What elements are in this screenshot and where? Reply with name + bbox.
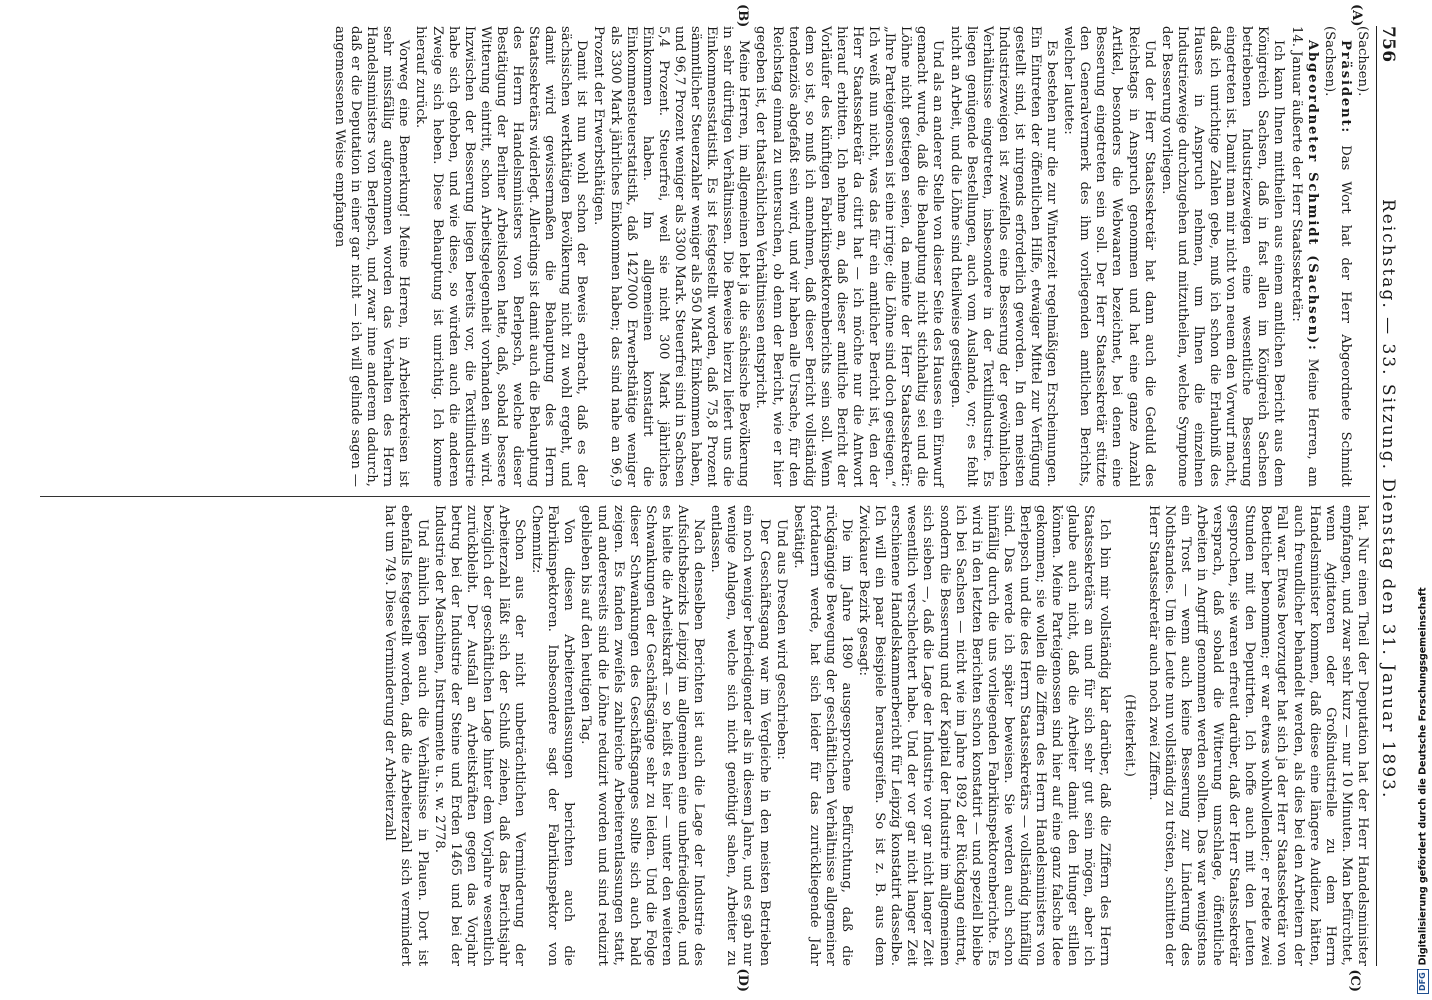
page-header [1376, 26, 1396, 966]
paragraph: Schon aus der nicht unbeträchtlichen Verminderung der Arbeiterzahl läßt sich der Schluß ziehen, daß das Berichtsjahr bezüglich der geschäftlichen Lage hinter dem Vorjahre wesentlich zurückbleibt. Der Ausfall an Arbeitskräften gegen das Vorjahr betrug bei der Industrie der Steine und Erden 1465 und bei der Industrie der Maschinen, Instrumente u. s. w. 2778. [431, 505, 528, 966]
paragraph: Nach denselben Berichten ist auch die Lage der Industrie des Aufsichtsbezirks Leipzig im allgemeinen eine unbefriedigende, und es hielte die Arbeitskraft — so heißt es hier — unter den weiteren Schwankungen der Geschäftsgänge sehr zu leiden. Und die Folge dieser Schwankungen des Geschäftsganges sollte sich auch bald zeigen. Es fanden zweifels zahlreiche Arbeiterentlassungen statt, und andererseits sind die Löhne reduzirt worden und sind reduzirt geblieben bis auf den heutigen Tag. [578, 505, 707, 966]
speaker-paragraph [1321, 26, 1353, 487]
footer-text-line [1417, 0, 1429, 1000]
margin-mark-b: (B) [734, 4, 750, 28]
paragraph: Und als an anderer Stelle von dieser Seite des Hauses ein Einwurf gemacht wurde, daß die Behauptung nicht stichhaltig sei und die Löhne nicht gestiegen seien, da meinte der Herr Staatssekretär: „Ihre Parteigenossen ist eine irrige; die Löhne sind doch gestiegen.“ Ich weiß nun nicht, was das für ein amtlicher Bericht ist, den der Herr Staatssekretär da citirt hat — ich möchte nur die Antwort hierauf erbitten. Ich nehme an, daß dieser amtliche Bericht der Vorläufer des künftigen Fabrikinspektorenberichts sein soll. Wenn dem so ist, so muß ich annehmen, daß dieser Bericht vollständig tendenziös abgefaßt sein wird, und wir haben alle Ursache, für den Reichstag einmal zu untersuchen, ob denn der Bericht, wie er hier gegeben ist, der thatsächlichen Verhältnissen entspricht. [753, 26, 946, 487]
paragraph: Ich kann Ihnen mittheilen aus einem amtlichen Bericht aus dem Königreich Sachsen, daß in fast allen im Königreich Sachsen betriebenen Industriezweigen eine wesentliche Besserung eingetreten ist. Damit man mir nicht von neuem den Vorwurf macht, daß ich unrichtige Zahlen gebe, muß ich schon die Erlaubniß des Hauses in Anspruch nehmen, um Ihnen die einzelnen Industriezweige durchzugehen und mitzutheilen, welche Symptome der Besserung vorliegen. [1158, 26, 1287, 487]
left-column [40, 4, 1370, 487]
paragraph: Meine Herren, im allgemeinen lebt ja die sächsische Bevölkerung in sehr dürftigen Verhältnissen. Die Beweise hierzu liefert uns die Einkommensstatistik. Es ist festgestellt worden, daß 75,8 Prozent sämmtlicher Steuerzahler weniger als 950 Mark Einkommen haben, und 96,7 Prozent weniger als 3300 Mark. Steuerfrei sind in Sachsen 5,4 Prozent. Steuerfrei, weil sie nicht 300 Mark jährliches Einkommen haben. Im allgemeinen konstatirt die Einkommensteuerstatistik, daß 1427000 Erwerbsthätige weniger als 3300 Mark jährliches Einkommen haben; das sind nahe an 96,9 Prozent der Erwerbsthätigen. [591, 26, 752, 487]
paragraph: Und ähnlich liegen auch die Verhältnisse in Plauen. Dort ist ebenfalls festgestellt worden, daß die Arbeiterzahl sich vermindert hat um 749. Diese Verminderung der Arbeiterzahl [382, 505, 430, 966]
stage-direction: (Heiterkeit.) [1121, 694, 1137, 777]
column-divider [40, 496, 1370, 497]
speaker-paragraph [1287, 26, 1319, 487]
paragraph: Die im Jahre 1890 ausgesprochene Befürchtung, daß die rückgängige Bewegung der geschäftlichen Verhältnisse allgemeiner fortdauern werde, hat sich leider für das zurückliegende Jahr bestätigt. [790, 505, 854, 966]
paragraph: Damit ist nun wohl schon der Beweis erbracht, daß es der sächsischen werkthätigen Bevölkerung nicht zu wohl ergeht, und damit wird gewissermaßen die Behauptung des Herrn Staatssekretärs widerlegt. Allerdings ist damit auch die Behauptung des Herrn Handelsministers von Berlepsch, welche dieser Bestätigung der Berliner Arbeitslosen hatte, daß, sobald bessere Witterung eintritt, schon Arbeitsgelegenheit vorhanden sein wird. Inzwischen der Besserung liegen bereits vor, die Textilindustrie habe sich gehoben, und wie diese, so würden auch die anderen Zweige sich heben. Diese Behauptung ist unrichtig. Ich komme hierauf zurück. [413, 26, 590, 487]
paragraph: Und aus Dresden wird geschrieben: [773, 519, 789, 760]
digitization-footer [1416, 0, 1432, 1000]
margin-mark-a: (A) [1348, 4, 1364, 27]
footer-credit: Digitalisierung gefördert durch die Deutsche Forschungsgemeinschaft [1417, 587, 1429, 966]
right-column [40, 505, 1370, 992]
paragraph: Es bestehen nur die zur Winterzeit regelmäßigen Erscheinungen. Ein Eintreten der öffentlichen Hilfe, etwaiger Mittel zur Verfügung gestellt sind, ist nirgends erforderlich geworden. In den meisten Industriezweigen ist zweifellos eine Besserung der gewöhnlichen Verhältnisse eingetreten, insbesondere in der Textilindustrie. Es liegen genügende Bestellungen, auch vom Auslande, vor; es fehlt nicht an Arbeit, und die Löhne sind theilweise gestiegen. [947, 26, 1060, 487]
speaker-text: Meine Herren, am 14. Januar äußerte der Herr Staatssekretär: [1288, 26, 1320, 487]
speaker-name: Präsident: [1337, 40, 1353, 135]
page-number: 756 [1378, 26, 1398, 63]
paragraph: (Sachsen). [1354, 26, 1370, 97]
text-columns [40, 4, 1370, 992]
paragraph: Von diesen Arbeiterentlassungen berichten auch die Fabrikinspektoren. Insbesondere sagt der Fabrikinspektor von Chemnitz: [529, 505, 577, 966]
paragraph: Der Geschäftsgang war im Vergleiche in den meisten Betrieben ein noch weniger befriedigender als in diesem Jahre, und es gab nur wenige Anlagen, welche sich nicht genöthigt sahen, Arbeiter zu entlassen. [708, 505, 772, 966]
speaker-name: Abgeordneter Schmidt (Sachsen): [1304, 40, 1320, 352]
paragraph: Vorweg eine Bemerkung! Meine Herren, in Arbeiterkreisen ist sehr missfällig aufgenommen worden das Verhalten des Herrn Handelsministers von Berlepsch, und zwar inne anderem dadurch, daß er die Deputation in einer gar nicht — ich will gelinde sagen — angemessenen Weise empfangen [332, 26, 412, 487]
paragraph: Und der Herr Staatssekretär hat dann auch die Geduld des Reichstags in Anspruch genommen und hat eine ganze Anzahl Artikel, besonders die Webwaaren bezeichnet, bei denen eine Besserung eingetreten sein soll. Der Herr Staatssekretär stützte den Generalvermerk des ihm vorliegenden amtlichen Berichts, welcher lautete: [1061, 26, 1157, 487]
paragraph: hat. Nur einen Theil der Deputation hat der Herr Handelsminister empfangen, und zwar sehr kurz — nur 10 Minuten. Man befürchtet, wenn Agitatoren oder Großindustrielle zu dem Herrn Handelsminister kommen, daß diese eine längere Audienz hätten, auch freundlicher behandelt werden, als dies bei den Arbeitern der Fall war. Etwas bevorzugter hat sich ja der Herr Staatssekretär von Boetticher benommen; er war etwas wohlwollender; er redete zwei Stunden mit den Deputirten. Ich hoffe auch mit den Leuten gesprochen, sie waren erfreut darüber, daß der Herr Staatssekretär versprach, daß sobald die Witterung umschlage, öffentliche Arbeiten in Angriff genommen werden sollten. Das war wenigstens ein Trost — wenn auch keine Besserung zur Linderung des Nothstandes. Um die Leute nun vollständig zu trösten, schnitten der Herr Staatssekretär auch noch zwei Ziffern. [1145, 505, 1370, 966]
speaker-text: Das Wort hat der Herr Abgeordnete Schmidt (Sachsen). [1321, 26, 1353, 487]
margin-mark-d: (D) [734, 968, 750, 992]
margin-mark-c: (C) [1346, 969, 1362, 992]
paragraph: Ich bin mir vollständig klar darüber, daß die Ziffern des Herrn Staatssekretärs an und für sich sehr gut sein mögen, aber ich glaube auch nicht, daß die Arbeiter damit den Hunger stillen können. Meine Parteigenossen sind hier auf eine ganz falsche Idee gekommen; sie wollen die Ziffern des Herrn Handelsministers von Berlepsch und die des Herrn Staatssekretärs — vollständig hinfällig sind. Das werde ich später beweisen. Sie werden auch schon hinfällig durch die uns vorliegenden Fabrikinspektorenberichte. Es wird in den letzten Berichten schon konstatirt — und speziell bleibe ich bei Sachsen — nicht wie im Jahre 1892 der Rückgang eintrat, sondern die Besserung und der Kapital der Industrie im allgemeinen sich sieben —, daß die Lage der Industrie vor gar nicht langer Zeit wesentlich verschlechtert habe. Und der vor gar nicht langer Zeit erschienene Handelskammerbericht für Leipzig konstatirt dasselbe. Ich will ein paar Beispiele herausgreifen. So ist z. B. aus dem Zwickauer Bezirk gesagt: [856, 505, 1113, 966]
page-title: Reichstag. — 33. Sitzung. Dienstag den 31. Januar 1893. [1378, 198, 1398, 800]
dfg-logo: DFG [1417, 969, 1429, 994]
